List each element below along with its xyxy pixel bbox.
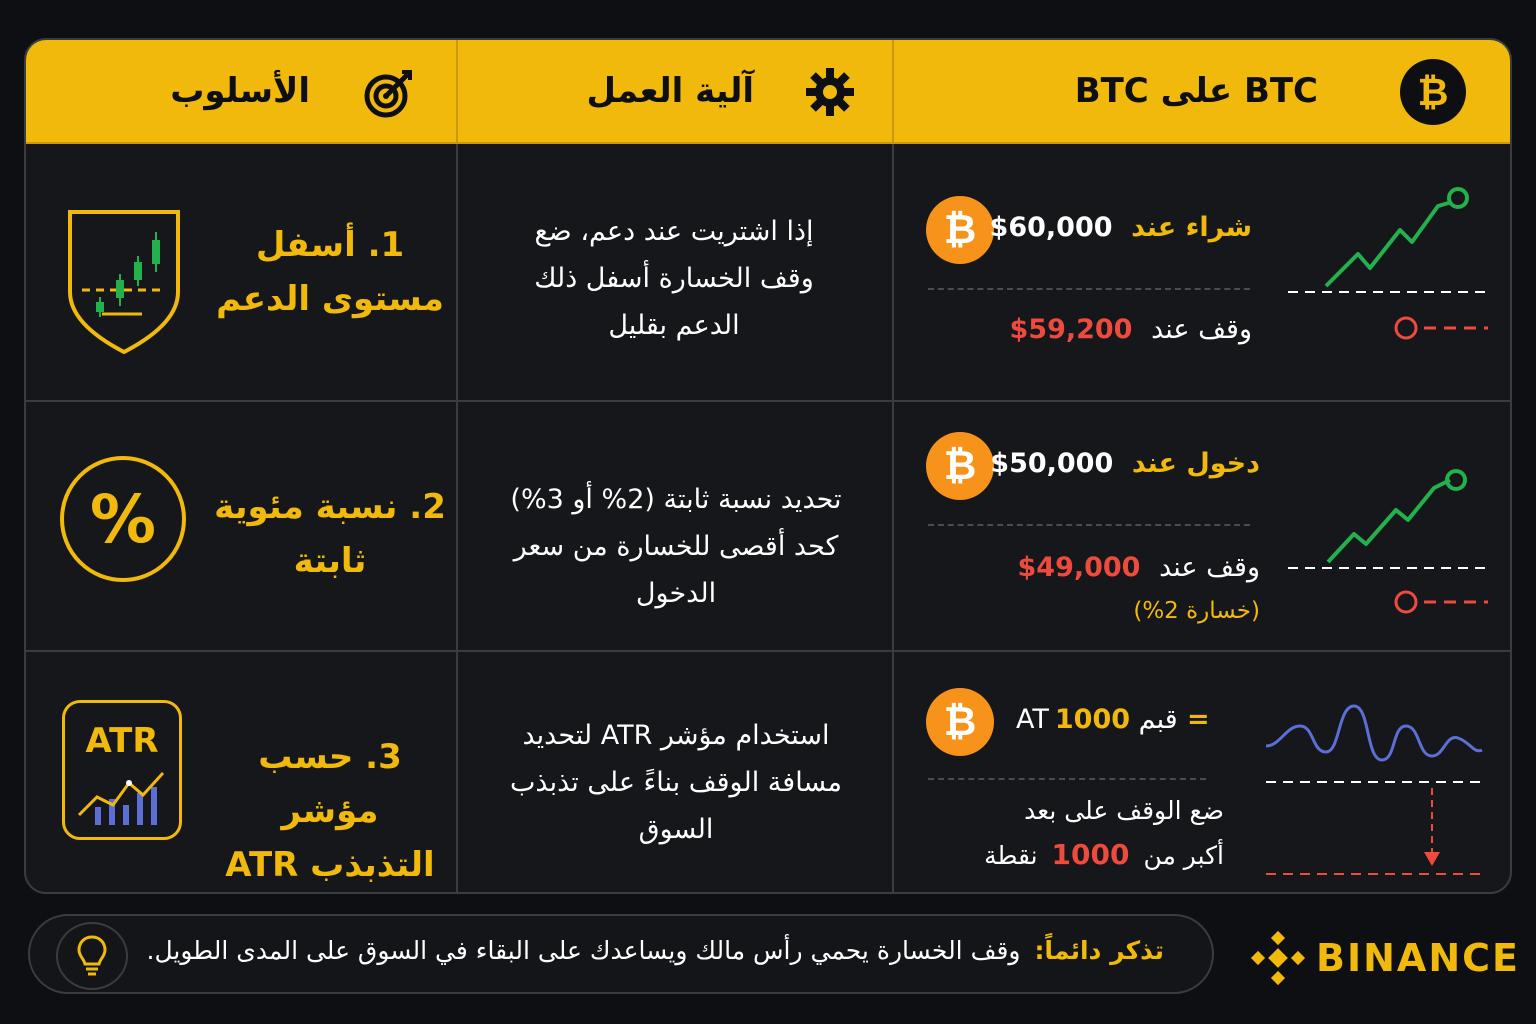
atr-label: ATقبم — [1016, 704, 1178, 735]
bitcoin-icon: ₿ — [926, 432, 994, 500]
entry-value: 50,000$ — [990, 448, 1114, 479]
method-name: 3. حسب مؤشر التذبذب ATR — [225, 737, 435, 885]
atr-value: 1000 = — [1054, 704, 1210, 735]
mechanism-text: إذا اشتريت عند دعم، ضع وقف الخسارة أسفل ذلك الدعم بقليل — [534, 216, 814, 341]
header-example — [894, 40, 1512, 144]
trend-up-chart-icon — [1288, 176, 1488, 346]
atr-icon — [62, 700, 182, 840]
stop-label: وقف عند — [1159, 552, 1260, 583]
stop-line: ضع الوقف على بعد — [1024, 796, 1224, 825]
bitcoin-icon: ₿ — [926, 688, 994, 756]
brand-name: BINANCE — [1316, 936, 1520, 980]
stop-suffix: نقطة — [984, 841, 1038, 870]
binance-logo-icon — [1250, 930, 1306, 986]
entry-label: دخول عند — [1131, 448, 1260, 479]
percent-icon — [58, 454, 188, 584]
method-name: 2. نسبة مئوية ثابتة — [214, 487, 446, 581]
binance-brand — [1250, 930, 1520, 986]
table-row — [26, 144, 1512, 400]
stop-line — [984, 838, 1224, 871]
gear-icon — [804, 66, 856, 118]
target-icon — [362, 68, 414, 120]
atr-wave-chart-icon — [1266, 676, 1486, 876]
mechanism-text: استخدام مؤشر ATR لتحديد مسافة الوقف بناءً على تذبذب السوق — [510, 720, 842, 845]
stop-prefix: أكبر من — [1143, 841, 1224, 870]
stop-label: وقف عند — [1151, 314, 1252, 345]
reminder-text: وقف الخسارة يحمي رأس مالك ويساعدك على البقاء في السوق على المدى الطويل. — [146, 936, 1021, 965]
loss-note: (خسارة 2%) — [1133, 598, 1260, 624]
header-example-title: BTC على BTC — [1074, 71, 1318, 111]
stop-value: 49,000$ — [1017, 552, 1141, 583]
method-name: 1. أسفل مستوى الدعم — [216, 225, 444, 319]
entry-label: شراء عند — [1131, 212, 1252, 243]
header-mechanism — [458, 40, 894, 144]
stop-line — [1009, 314, 1252, 345]
entry-line — [990, 212, 1252, 243]
reminder-banner — [28, 914, 1214, 994]
header-method-title: الأسلوب — [170, 71, 310, 111]
table-row — [26, 652, 1512, 894]
stop-value: 59,200$ — [1009, 314, 1133, 345]
comparison-table — [24, 38, 1512, 894]
stop-marker-icon — [1288, 588, 1488, 618]
atr-value-line — [1016, 704, 1210, 735]
entry-line — [990, 448, 1260, 479]
trend-up-chart-icon — [1288, 418, 1488, 588]
svg-text:%: % — [89, 481, 157, 558]
table-row — [26, 402, 1512, 650]
svg-text:₿: ₿ — [1417, 70, 1449, 114]
atr-icon-label: ATR — [85, 721, 159, 761]
header-mechanism-title: آلية العمل — [586, 71, 754, 111]
mechanism-text: تحديد نسبة ثابتة (2% أو 3%) كحد أقصى للخسارة من سعر الدخول — [510, 484, 842, 609]
reminder-text-line — [147, 936, 1164, 965]
stop-line — [1017, 552, 1260, 583]
shield-candles-icon — [62, 202, 186, 354]
lightbulb-icon — [56, 922, 128, 990]
entry-value: 60,000$ — [989, 212, 1113, 243]
bitcoin-icon: ₿ — [926, 196, 994, 264]
bitcoin-icon — [1398, 57, 1468, 127]
reminder-label: تذكر دائماً: — [1034, 936, 1164, 965]
header-method — [26, 40, 458, 144]
stop-value: 1000 — [1051, 838, 1130, 871]
